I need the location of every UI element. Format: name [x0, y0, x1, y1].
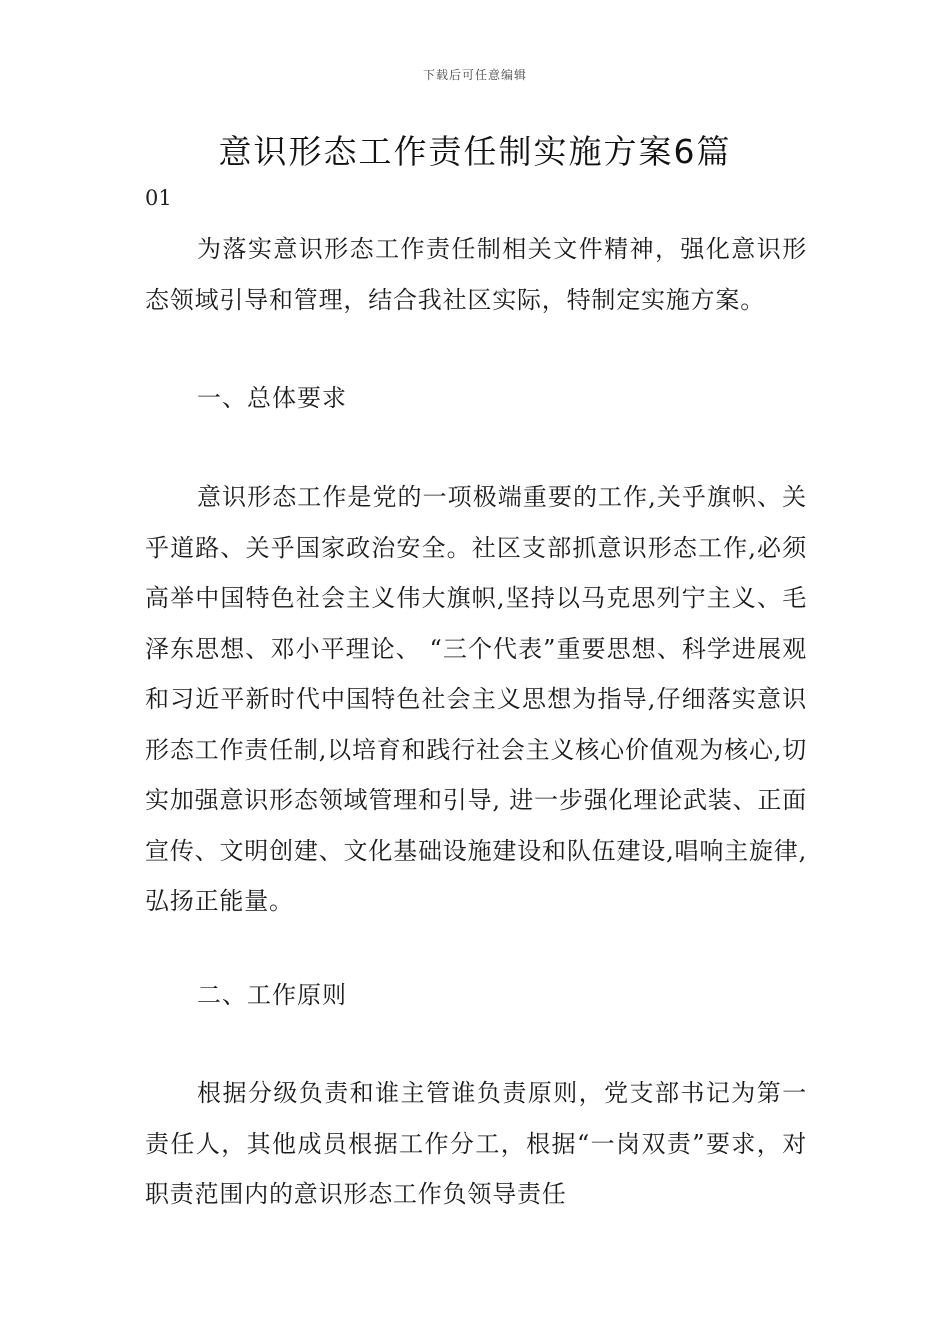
- section-number: 01: [145, 186, 172, 210]
- intro-paragraph: 为落实意识形态工作责任制相关文件精神，强化意识形态领域引导和管理，结合我社区实际，特制定实施方案。: [145, 235, 807, 314]
- section-heading-principles: 二、工作原则: [197, 981, 347, 1009]
- section-heading-overall: 一、总体要求: [197, 384, 347, 412]
- document-title: 意识形态工作责任制实施方案6篇: [218, 132, 732, 171]
- overall-requirements-paragraph: 意识形态工作是党的一项极端重要的工作,关乎旗帜、关乎道路、关乎国家政治安全。社区支部抓意识形态工作,必须高举中国特色社会主义伟大旗帜,坚持以马克思列宁主义、毛泽东思想、邓小平理论、 “三个代表”重要思想、科学进展观和习近平新时代中国特色社会主义思想为指导,仔细落实意识形态工作责任制,以培育和践行社会主义核心价值观为核心,切实加强意识形态领域管理和引导, 进一步强化理论武装、正面宣传、文明创建、文化基础设施建设和队伍建设,唱响主旋律,弘扬正能量。: [145, 483, 807, 915]
- work-principles-paragraph: 根据分级负责和谁主管谁负责原则，党支部书记为第一责任人，其他成员根据工作分工，根据“一岗双责”要求，对职责范围内的意识形态工作负领导责任: [145, 1079, 807, 1208]
- header-note: 下载后可任意编辑: [422, 68, 527, 82]
